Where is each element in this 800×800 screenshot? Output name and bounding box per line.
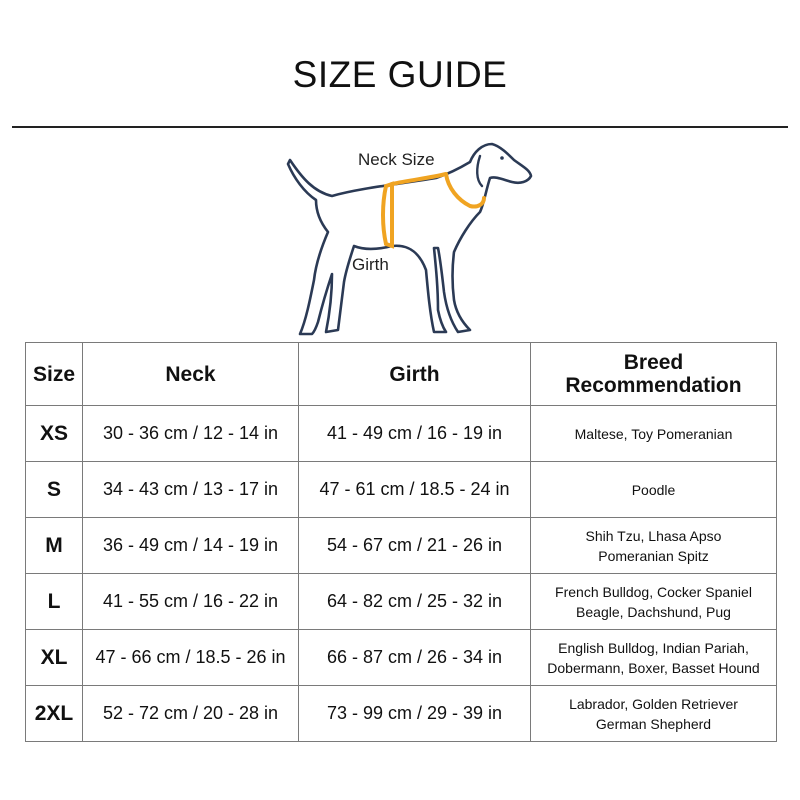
breed-line: Dobermann, Boxer, Basset Hound: [547, 659, 760, 676]
breed-cell: [531, 630, 777, 686]
header-breed-line2: Recommendation: [565, 374, 742, 397]
girth-cell: 47 - 61 cm / 18.5 - 24 in: [299, 462, 531, 518]
dog-ear: [477, 156, 482, 186]
header-breed: [531, 343, 777, 406]
size-cell: 2XL: [26, 686, 83, 742]
neck-cell: 47 - 66 cm / 18.5 - 26 in: [83, 630, 299, 686]
size-cell: XS: [26, 406, 83, 462]
dog-illustration: [270, 134, 550, 344]
size-cell: S: [26, 462, 83, 518]
girth-cell: 66 - 87 cm / 26 - 34 in: [299, 630, 531, 686]
header-breed-line1: Breed: [623, 351, 684, 374]
neck-cell: 41 - 55 cm / 16 - 22 in: [83, 574, 299, 630]
table-row: [26, 686, 777, 742]
breed-line: Pomeranian Spitz: [598, 547, 709, 564]
size-table: [25, 342, 777, 742]
table-row: [26, 406, 777, 462]
title-divider: [12, 126, 788, 128]
girth-label: Girth: [352, 255, 389, 274]
breed-line: French Bulldog, Cocker Spaniel: [555, 583, 752, 600]
breed-line: Poodle: [631, 481, 676, 498]
header-neck: Neck: [83, 343, 299, 406]
table-row: [26, 462, 777, 518]
breed-cell: [531, 574, 777, 630]
girth-cell: 64 - 82 cm / 25 - 32 in: [299, 574, 531, 630]
girth-cell: 73 - 99 cm / 29 - 39 in: [299, 686, 531, 742]
dog-measurement-diagram: [270, 134, 550, 344]
table-row: [26, 518, 777, 574]
neck-cell: 36 - 49 cm / 14 - 19 in: [83, 518, 299, 574]
breed-cell: [531, 518, 777, 574]
table-row: [26, 630, 777, 686]
table-row: [26, 574, 777, 630]
girth-cell: 41 - 49 cm / 16 - 19 in: [299, 406, 531, 462]
neck-cell: 52 - 72 cm / 20 - 28 in: [83, 686, 299, 742]
table-header-row: [26, 343, 777, 406]
breed-line: Maltese, Toy Pomeranian: [574, 425, 733, 442]
breed-line: Beagle, Dachshund, Pug: [576, 603, 731, 620]
neck-cell: 34 - 43 cm / 13 - 17 in: [83, 462, 299, 518]
breed-line: Shih Tzu, Lhasa Apso: [585, 527, 722, 544]
dog-outline: [288, 144, 531, 334]
neck-cell: 30 - 36 cm / 12 - 14 in: [83, 406, 299, 462]
header-girth: Girth: [299, 343, 531, 406]
header-size: Size: [26, 343, 83, 406]
size-cell: L: [26, 574, 83, 630]
neck-band: [392, 174, 484, 207]
size-cell: XL: [26, 630, 83, 686]
breed-cell: [531, 686, 777, 742]
girth-cell: 54 - 67 cm / 21 - 26 in: [299, 518, 531, 574]
breed-line: English Bulldog, Indian Pariah,: [558, 639, 749, 656]
page-title: SIZE GUIDE: [292, 54, 508, 95]
size-cell: M: [26, 518, 83, 574]
dog-eye: [500, 156, 504, 160]
breed-cell: [531, 462, 777, 518]
breed-cell: [531, 406, 777, 462]
breed-line: Labrador, Golden Retriever: [569, 695, 738, 712]
breed-line: German Shepherd: [595, 715, 712, 732]
neck-size-label: Neck Size: [358, 150, 435, 169]
girth-band: [383, 184, 392, 246]
